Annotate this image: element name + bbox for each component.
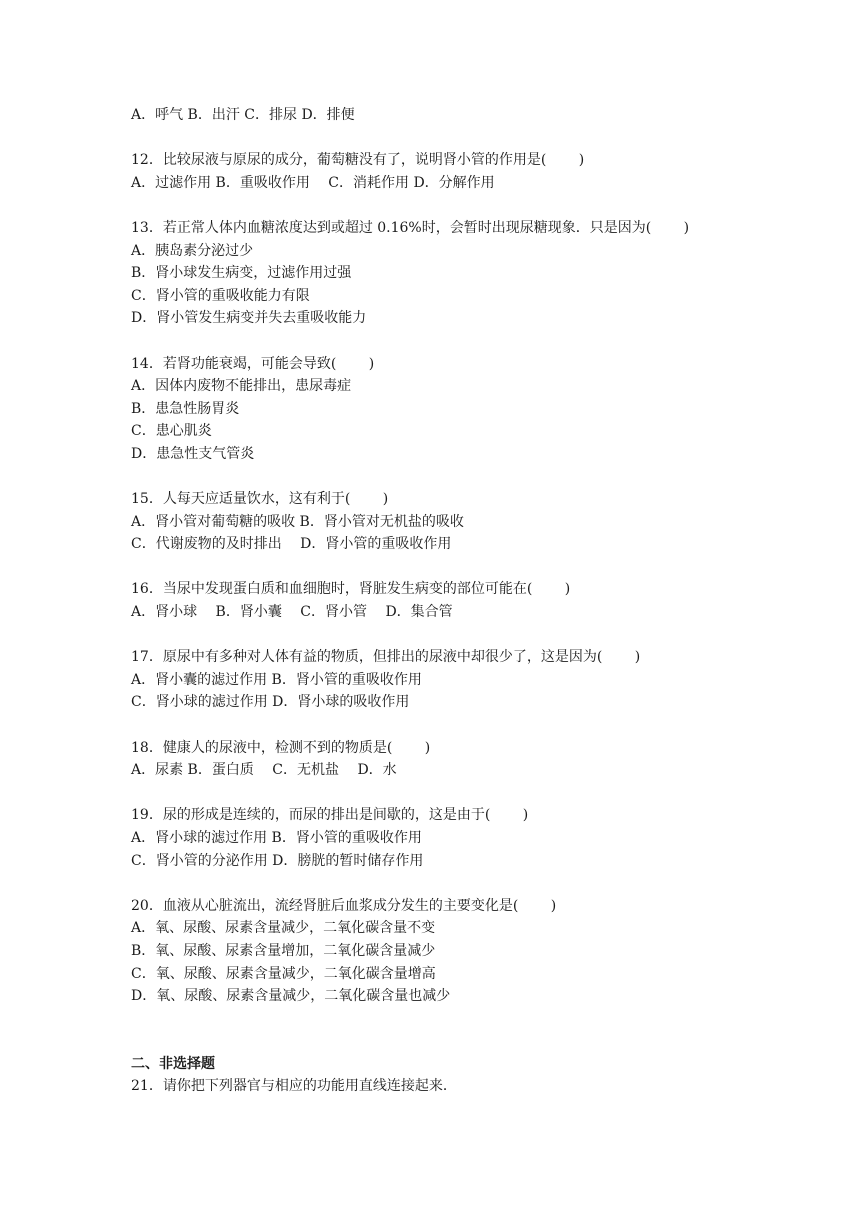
question-12-stem: 12．比较尿液与原尿的成分，葡萄糖没有了，说明肾小管的作用是( ) <box>131 152 585 169</box>
question-17 <box>131 646 800 714</box>
question-14-option-c: C．患心肌炎 <box>131 423 212 440</box>
question-21-stem: 21．请你把下列器官与相应的功能用直线连接起来． <box>131 1078 457 1095</box>
question-14-stem: 14．若肾功能衰竭，可能会导致( ) <box>131 355 375 372</box>
question-20-stem: 20．血液从心脏流出，流经肾脏后血浆成分发生的主要变化是( ) <box>131 897 557 914</box>
question-15-options-ab: A．肾小管对葡萄糖的吸收 B．肾小管对无机盐的吸收 <box>131 513 464 530</box>
question-14-option-b: B．患急性肠胃炎 <box>131 400 240 417</box>
question-20-option-a: A．氧、尿酸、尿素含量减少，二氧化碳含量不变 <box>131 920 436 937</box>
question-19-stem: 19．尿的形成是连续的，而尿的排出是间歇的，这是由于( ) <box>131 807 529 824</box>
question-20 <box>131 895 800 1008</box>
question-19-options-cd: C．肾小管的分泌作用 D．膀胱的暂时储存作用 <box>131 852 424 869</box>
question-15-stem: 15．人每天应适量饮水，这有利于( ) <box>131 491 389 508</box>
question-20-option-c: C．氧、尿酸、尿素含量减少，二氧化碳含量增高 <box>131 965 436 982</box>
question-15-options-cd: C．代谢废物的及时排出 D．肾小管的重吸收作用 <box>131 536 452 553</box>
question-13-option-c: C．肾小管的重吸收能力有限 <box>131 287 310 304</box>
question-11 <box>131 104 800 127</box>
question-11-options: A．呼气 B．出汗 C．排尿 D．排便 <box>131 107 355 123</box>
question-16 <box>131 578 800 623</box>
question-16-stem: 16．当尿中发现蛋白质和血细胞时，肾脏发生病变的部位可能在( ) <box>131 581 571 598</box>
question-12-options: A．过滤作用 B．重吸收作用 C．消耗作用 D．分解作用 <box>131 174 495 191</box>
question-19-options-ab: A．肾小球的滤过作用 B．肾小管的重吸收作用 <box>131 830 422 846</box>
question-20-option-d: D．氧、尿酸、尿素含量减少，二氧化碳含量也减少 <box>131 988 451 1005</box>
question-17-options-ab: A．肾小囊的滤过作用 B．肾小管的重吸收作用 <box>131 671 422 688</box>
question-18-stem: 18．健康人的尿液中，检测不到的物质是( ) <box>131 739 431 756</box>
question-17-stem: 17．原尿中有多种对人体有益的物质，但排出的尿液中却很少了，这是因为( ) <box>131 649 641 666</box>
question-14-option-a: A．因体内废物不能排出，患尿毒症 <box>131 378 352 395</box>
question-13-option-b: B．肾小球发生病变，过滤作用过强 <box>131 265 352 282</box>
question-20-option-b: B．氧、尿酸、尿素含量增加，二氧化碳含量减少 <box>131 942 436 959</box>
question-18 <box>131 737 800 782</box>
question-16-options: A．肾小球 B．肾小囊 C．肾小管 D．集合管 <box>131 604 453 621</box>
question-14 <box>131 353 800 466</box>
question-13-option-d: D．肾小管发生病变并失去重吸收能力 <box>131 310 367 327</box>
question-18-options: A．尿素 B．蛋白质 C．无机盐 D．水 <box>131 762 397 779</box>
section-2-title: 二、非选择题 <box>131 1055 215 1072</box>
question-14-option-d: D．患急性支气管炎 <box>131 445 255 462</box>
question-15 <box>131 488 800 556</box>
question-19 <box>131 804 800 872</box>
question-13 <box>131 217 800 330</box>
question-13-stem: 13．若正常人体内血糖浓度达到或超过 0.16%时，会暂时出现尿糖现象．只是因为( ) <box>131 219 690 236</box>
question-17-options-cd: C．肾小球的滤过作用 D．肾小球的吸收作用 <box>131 694 410 711</box>
question-13-option-a: A．胰岛素分泌过少 <box>131 242 254 259</box>
question-12 <box>131 149 800 194</box>
